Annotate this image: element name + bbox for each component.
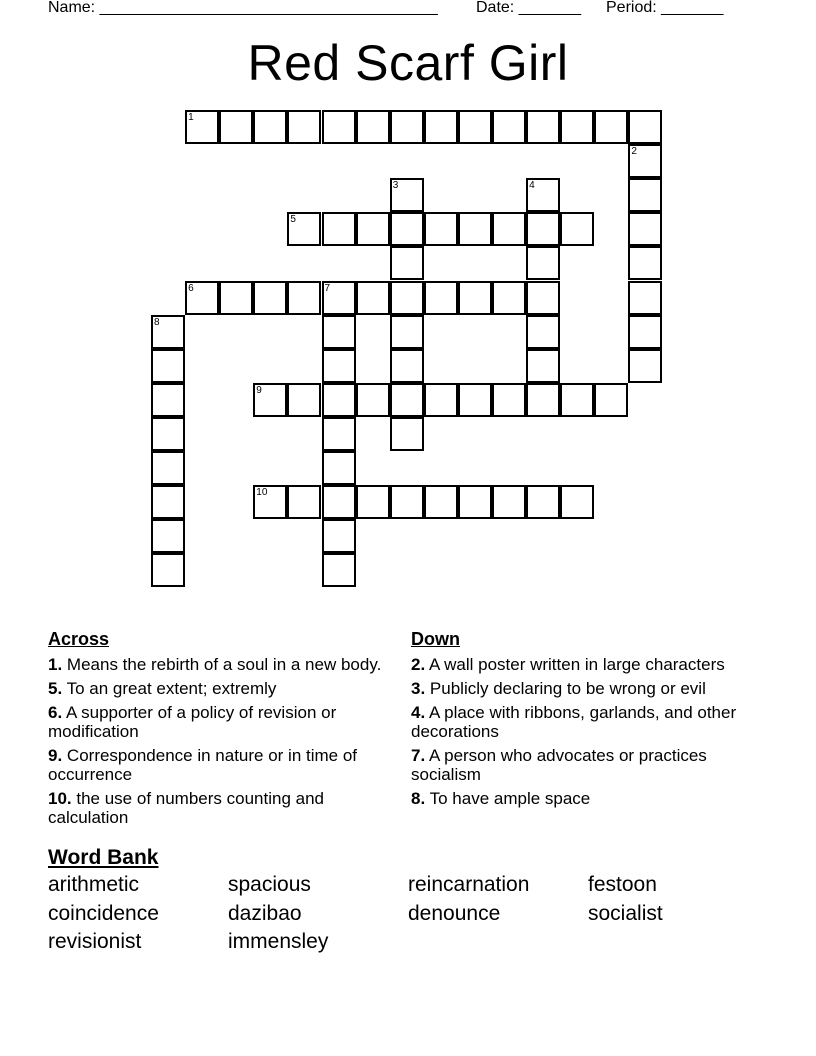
clue-number: 2. — [411, 655, 426, 674]
crossword-cell[interactable] — [253, 281, 287, 315]
clue-number-label: 8 — [154, 316, 160, 328]
crossword-cell[interactable] — [151, 553, 185, 587]
crossword-cell[interactable] — [458, 383, 492, 417]
clue-number-label: 9 — [256, 384, 262, 396]
word-bank-item: coincidence — [48, 902, 159, 925]
crossword-cell[interactable] — [151, 383, 185, 417]
crossword-cell[interactable] — [526, 349, 560, 383]
crossword-cell[interactable] — [458, 110, 492, 144]
crossword-cell[interactable] — [424, 212, 458, 246]
crossword-cell[interactable] — [322, 212, 356, 246]
crossword-cell[interactable] — [322, 553, 356, 587]
crossword-cell[interactable] — [628, 178, 662, 212]
crossword-cell[interactable] — [628, 144, 662, 178]
clue-text: A place with ribbons, garlands, and other decorations — [411, 703, 737, 741]
word-bank-item: immensley — [228, 930, 329, 953]
crossword-cell[interactable] — [185, 110, 219, 144]
crossword-cell[interactable] — [526, 281, 560, 315]
crossword-cell[interactable] — [219, 110, 253, 144]
crossword-cell[interactable] — [322, 417, 356, 451]
crossword-cell[interactable] — [253, 485, 287, 519]
clue-number: 1. — [48, 655, 63, 674]
crossword-cell[interactable] — [424, 485, 458, 519]
word-bank-item: socialist — [588, 902, 663, 925]
crossword-cell[interactable] — [458, 281, 492, 315]
down-clue — [411, 746, 751, 784]
crossword-cell[interactable] — [424, 110, 458, 144]
crossword-cell[interactable] — [390, 383, 424, 417]
clue-text: the use of numbers counting and calculation — [48, 789, 324, 827]
crossword-cell[interactable] — [526, 383, 560, 417]
crossword-cell[interactable] — [492, 485, 526, 519]
crossword-cell[interactable] — [356, 212, 390, 246]
clue-number-label: 10 — [256, 487, 268, 499]
crossword-cell[interactable] — [322, 383, 356, 417]
down-heading: Down — [411, 629, 460, 649]
crossword-cell[interactable] — [628, 110, 662, 144]
word-bank-item: arithmetic — [48, 873, 140, 896]
crossword-cell[interactable] — [424, 383, 458, 417]
across-clues — [48, 630, 393, 832]
clue-number: 7. — [411, 746, 426, 765]
crossword-cell[interactable] — [322, 451, 356, 485]
word-bank-item: reincarnation — [408, 873, 530, 896]
crossword-cell[interactable] — [526, 212, 560, 246]
down-clue — [411, 703, 751, 741]
down-clue — [411, 789, 751, 808]
word-bank-title: Word Bank — [48, 846, 159, 869]
crossword-cell[interactable] — [424, 281, 458, 315]
crossword-cell[interactable] — [390, 212, 424, 246]
crossword-cell[interactable] — [356, 383, 390, 417]
clue-number: 9. — [48, 746, 63, 765]
clue-number: 10. — [48, 789, 72, 808]
crossword-cell[interactable] — [322, 519, 356, 553]
crossword-cell[interactable] — [356, 110, 390, 144]
across-clue — [48, 746, 393, 784]
clue-number: 5. — [48, 679, 63, 698]
clue-number: 8. — [411, 789, 426, 808]
word-bank-item: festoon — [588, 873, 657, 896]
crossword-cell[interactable] — [458, 485, 492, 519]
clue-number-label: 7 — [324, 282, 331, 294]
down-clue — [411, 655, 751, 674]
period-field-label: Period: _______ — [606, 0, 724, 16]
crossword-cell[interactable] — [322, 349, 356, 383]
across-clue — [48, 655, 393, 674]
clue-number: 3. — [411, 679, 426, 698]
crossword-cell[interactable] — [594, 383, 628, 417]
crossword-cell[interactable] — [219, 281, 253, 315]
crossword-cell[interactable] — [526, 110, 560, 144]
crossword-cell[interactable] — [594, 110, 628, 144]
crossword-cell[interactable] — [151, 519, 185, 553]
crossword-cell[interactable] — [390, 349, 424, 383]
clue-number: 6. — [48, 703, 63, 722]
date-field-label: Date: _______ — [476, 0, 581, 16]
crossword-cell[interactable] — [628, 246, 662, 280]
crossword-cell[interactable] — [560, 485, 594, 519]
clue-text: A wall poster written in large characters — [428, 655, 725, 674]
crossword-cell[interactable] — [390, 281, 424, 315]
crossword-cell[interactable] — [151, 349, 185, 383]
crossword-cell[interactable] — [526, 246, 560, 280]
clue-number: 4. — [411, 703, 426, 722]
crossword-cell[interactable] — [560, 383, 594, 417]
clue-text: Publicly declaring to be wrong or evil — [429, 679, 706, 698]
clue-text: Means the rebirth of a soul in a new body. — [66, 655, 382, 674]
clue-number-label: 4 — [529, 180, 535, 192]
crossword-cell[interactable] — [390, 485, 424, 519]
clue-text: A person who advocates or practices socialism — [411, 746, 707, 784]
clue-text: To have ample space — [429, 789, 591, 808]
crossword-cell[interactable] — [390, 315, 424, 349]
clue-text: To an great extent; extremly — [66, 679, 277, 698]
clue-text: Correspondence in nature or in time of occurrence — [48, 746, 358, 784]
clue-number-label: 2 — [631, 146, 637, 158]
clue-number-label: 1 — [188, 112, 194, 123]
crossword-cell[interactable] — [492, 212, 526, 246]
crossword-cell[interactable] — [628, 212, 662, 246]
crossword-cell[interactable] — [287, 383, 321, 417]
crossword-cell[interactable] — [390, 178, 424, 212]
across-heading: Across — [48, 629, 110, 649]
crossword-cell[interactable] — [390, 417, 424, 451]
crossword-cell[interactable] — [628, 315, 662, 349]
word-bank-item: denounce — [408, 902, 501, 925]
crossword-cell[interactable] — [560, 110, 594, 144]
crossword-cell[interactable] — [322, 281, 356, 315]
crossword-cell[interactable] — [322, 485, 356, 519]
crossword-cell[interactable] — [151, 417, 185, 451]
down-clues — [411, 630, 751, 813]
crossword-cell[interactable] — [356, 281, 390, 315]
clue-number-label: 6 — [188, 282, 194, 294]
crossword-cell[interactable] — [526, 485, 560, 519]
crossword-cell[interactable] — [185, 281, 219, 315]
down-clue — [411, 679, 751, 698]
crossword-cell[interactable] — [287, 485, 321, 519]
crossword-cell[interactable] — [322, 110, 356, 144]
crossword-cell[interactable] — [560, 212, 594, 246]
crossword-cell[interactable] — [253, 383, 287, 417]
word-bank-item: spacious — [228, 873, 311, 896]
name-field-label: Name: ______________________________________ — [48, 0, 438, 16]
crossword-cell[interactable] — [151, 315, 185, 349]
crossword-cell[interactable] — [356, 485, 390, 519]
crossword-cell[interactable] — [151, 451, 185, 485]
word-bank-item: revisionist — [48, 930, 142, 953]
clue-number-label: 5 — [290, 214, 296, 226]
across-clue — [48, 789, 393, 827]
crossword-cell[interactable] — [628, 349, 662, 383]
crossword-cell[interactable] — [526, 178, 560, 212]
word-bank-item: dazibao — [228, 902, 302, 925]
crossword-cell[interactable] — [628, 281, 662, 315]
crossword-cell[interactable] — [287, 281, 321, 315]
clue-text: A supporter of a policy of revision or modification — [48, 703, 337, 741]
crossword-cell[interactable] — [492, 281, 526, 315]
crossword-cell[interactable] — [322, 315, 356, 349]
crossword-cell[interactable] — [492, 383, 526, 417]
across-clue — [48, 679, 393, 698]
crossword-cell[interactable] — [287, 110, 321, 144]
crossword-cell[interactable] — [492, 110, 526, 144]
clue-number-label: 3 — [392, 180, 399, 192]
crossword-cell[interactable] — [526, 315, 560, 349]
crossword-cell[interactable] — [390, 246, 424, 280]
crossword-cell[interactable] — [151, 485, 185, 519]
crossword-cell[interactable] — [458, 212, 492, 246]
crossword-cell[interactable] — [390, 110, 424, 144]
crossword-cell[interactable] — [253, 110, 287, 144]
across-clue — [48, 703, 393, 741]
crossword-cell[interactable] — [287, 212, 321, 246]
page-title: Red Scarf Girl — [247, 35, 569, 91]
